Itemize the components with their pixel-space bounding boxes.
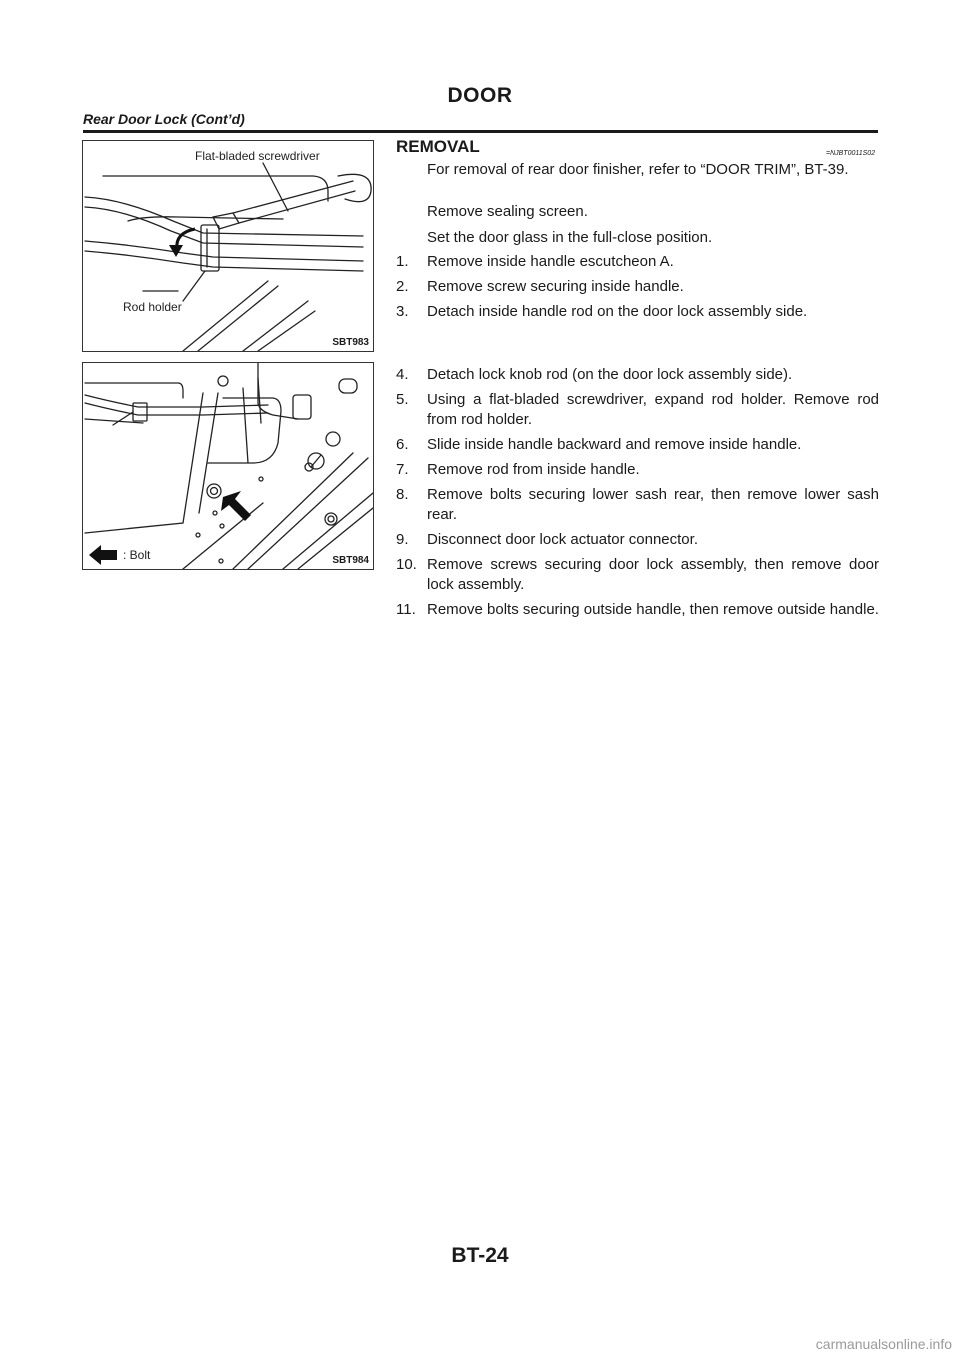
step-number: 1. — [396, 253, 409, 270]
intro-paragraph: Set the door glass in the full-close position. — [427, 229, 713, 246]
figure-code: SBT983 — [332, 337, 369, 348]
step-number: 10. — [396, 556, 417, 573]
step-text: Disconnect door lock actuator connector. — [427, 531, 698, 548]
figure-legend-bolt: : Bolt — [123, 548, 151, 562]
step-number: 9. — [396, 531, 409, 548]
intro-paragraph: For removal of rear door finisher, refer to “DOOR TRIM”, BT-39. — [427, 161, 849, 178]
step-text: Remove bolts securing outside handle, then remove outside handle. — [427, 601, 879, 618]
watermark: carmanualsonline.info — [815, 1336, 952, 1352]
list-item — [396, 365, 879, 385]
intro-paragraph: Remove sealing screen. — [427, 203, 588, 220]
step-number: 4. — [396, 366, 409, 383]
step-number: 8. — [396, 486, 409, 503]
list-item — [396, 252, 879, 272]
step-text: Remove screws securing door lock assembly, then remove door lock assembly. — [427, 556, 879, 593]
step-number: 6. — [396, 436, 409, 453]
steps-list-b — [396, 365, 879, 625]
section-heading: REMOVAL — [396, 137, 480, 156]
list-item — [396, 485, 879, 525]
step-number: 7. — [396, 461, 409, 478]
list-item — [396, 600, 879, 620]
list-item — [396, 530, 879, 550]
step-number: 2. — [396, 278, 409, 295]
list-item — [396, 277, 879, 297]
step-text: Detach inside handle rod on the door lock assembly side. — [427, 303, 808, 320]
step-text: Remove rod from inside handle. — [427, 461, 640, 478]
step-text: Slide inside handle backward and remove inside handle. — [427, 436, 802, 453]
step-text: Detach lock knob rod (on the door lock assembly side). — [427, 366, 793, 383]
figure-label-screwdriver: Flat-bladed screwdriver — [195, 149, 320, 163]
list-item — [396, 435, 879, 455]
step-number: 11. — [396, 601, 416, 618]
step-text: Using a flat-bladed screwdriver, expand rod holder. Remove rod from rod holder. — [427, 391, 879, 428]
step-text: Remove screw securing inside handle. — [427, 278, 684, 295]
figure-sbt984 — [82, 362, 374, 570]
page-title: DOOR — [447, 84, 513, 107]
list-item — [396, 555, 879, 595]
door-lock-bolt-illustration — [83, 363, 373, 569]
header-divider — [83, 130, 878, 133]
step-text: Remove inside handle escutcheon A. — [427, 253, 674, 270]
list-item — [396, 302, 879, 322]
page-subtitle: Rear Door Lock (Cont’d) — [83, 111, 245, 127]
figure-label-rod-holder: Rod holder — [123, 300, 182, 314]
steps-list-a — [396, 252, 879, 327]
step-number: 3. — [396, 303, 409, 320]
step-number: 5. — [396, 391, 409, 408]
figure-sbt983 — [82, 140, 374, 352]
list-item — [396, 460, 879, 480]
figure-code: SBT984 — [332, 555, 369, 566]
page-number: BT-24 — [451, 1244, 509, 1267]
list-item — [396, 390, 879, 430]
step-text: Remove bolts securing lower sash rear, then remove lower sash rear. — [427, 486, 879, 523]
section-ref-code: =NJBT0011S02 — [826, 150, 876, 157]
rod-holder-illustration — [83, 141, 373, 351]
